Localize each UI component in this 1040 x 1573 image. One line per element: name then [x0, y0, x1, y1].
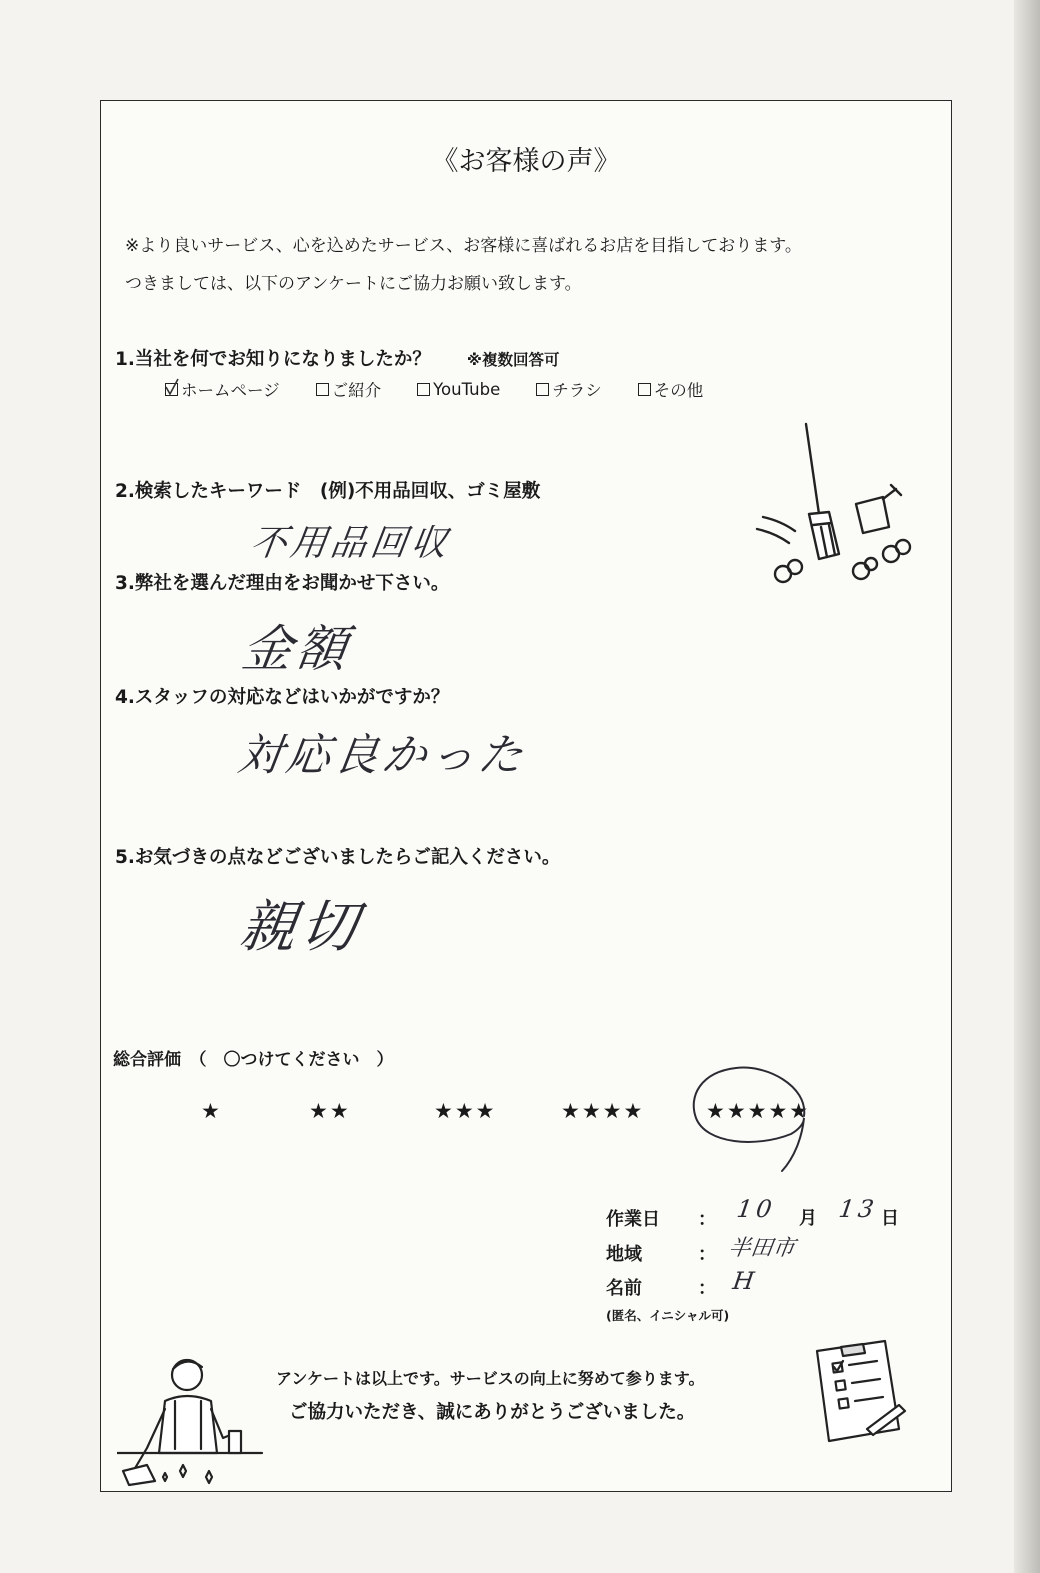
- option-label: YouTube: [433, 379, 501, 399]
- question-3-answer: 金額: [238, 620, 355, 678]
- checkbox-icon[interactable]: [316, 383, 329, 396]
- option-homepage[interactable]: [165, 377, 280, 401]
- area-colon: ：: [698, 1244, 716, 1265]
- checkbox-icon[interactable]: [417, 383, 430, 396]
- rating-option-2[interactable]: ★★: [309, 1099, 351, 1123]
- closing-line-1: アンケートは以上です。サービスの向上に努めて参ります。: [276, 1369, 705, 1388]
- option-label: チラシ: [552, 381, 602, 400]
- option-label: ホームページ: [181, 381, 280, 400]
- rating-option-4[interactable]: ★★★★: [561, 1099, 645, 1123]
- checkbox-icon[interactable]: [536, 383, 549, 396]
- clipboard-checklist-icon: [807, 1337, 907, 1449]
- work-date-colon: ：: [698, 1209, 716, 1230]
- question-1-note: ※複数回答可: [466, 351, 560, 369]
- work-date-month: 10: [735, 1195, 778, 1223]
- cleaning-person-icon: [117, 1353, 267, 1488]
- question-1-options: [165, 377, 739, 401]
- rating-option-1[interactable]: ★: [201, 1099, 222, 1123]
- question-4-label: 4.スタッフの対応などはいかがですか？: [115, 687, 450, 708]
- day-unit: 日: [881, 1208, 899, 1229]
- question-1: [115, 345, 559, 371]
- question-5-label: 5.お気づきの点などございましたらご記入ください。: [115, 847, 561, 868]
- closing-line-2: ご協力いただき、誠にありがとうございました。: [289, 1402, 696, 1423]
- month-unit: 月: [799, 1208, 817, 1229]
- work-date-day: 13: [837, 1195, 880, 1223]
- intro-line-2: つきましては、以下のアンケートにご協力お願い致します。: [125, 274, 582, 294]
- option-flyer[interactable]: [536, 377, 602, 401]
- rating-option-3[interactable]: ★★★: [434, 1099, 497, 1123]
- page-edge: [1014, 0, 1040, 1573]
- selected-rating-circle: [686, 1056, 826, 1176]
- area-value: 半田市: [726, 1236, 797, 1261]
- work-date-label: 作業日: [606, 1209, 660, 1230]
- name-value: H: [731, 1267, 760, 1295]
- option-label: ご紹介: [331, 381, 382, 400]
- survey-sheet: [100, 100, 952, 1492]
- checkbox-checked-icon[interactable]: [165, 383, 178, 396]
- option-youtube[interactable]: [417, 377, 500, 401]
- page-title: 《お客様の声》: [431, 146, 621, 177]
- question-5-answer: 親切: [235, 895, 365, 960]
- checkbox-icon[interactable]: [638, 383, 651, 396]
- overall-rating-label: 総合評価 （ 〇つけてください ）: [113, 1050, 394, 1070]
- question-2-label: 2.検索したキーワード (例)不用品回収、ゴミ屋敷: [115, 481, 541, 502]
- area-label: 地域: [606, 1244, 642, 1265]
- question-3-label: 3.弊社を選んだ理由をお聞かせ下さい。: [115, 573, 450, 594]
- intro-line-1: ※より良いサービス、心を込めたサービス、お客様に喜ばれるお店を目指しております。: [125, 236, 802, 256]
- option-other[interactable]: [638, 377, 704, 401]
- question-4-answer: 対応良かった: [234, 730, 530, 781]
- anonymous-note: (匿名、イニシャル可): [606, 1308, 730, 1323]
- option-label: その他: [653, 381, 704, 400]
- question-2-answer: 不用品回収: [247, 523, 454, 564]
- rating-option-5[interactable]: ★★★★★: [706, 1099, 811, 1123]
- name-label: 名前: [606, 1278, 642, 1299]
- name-colon: ：: [698, 1278, 716, 1299]
- option-referral[interactable]: [316, 377, 382, 401]
- broom-dustpan-icon: [751, 419, 921, 589]
- question-1-label: 1.当社を何でお知りになりましたか？: [115, 349, 431, 370]
